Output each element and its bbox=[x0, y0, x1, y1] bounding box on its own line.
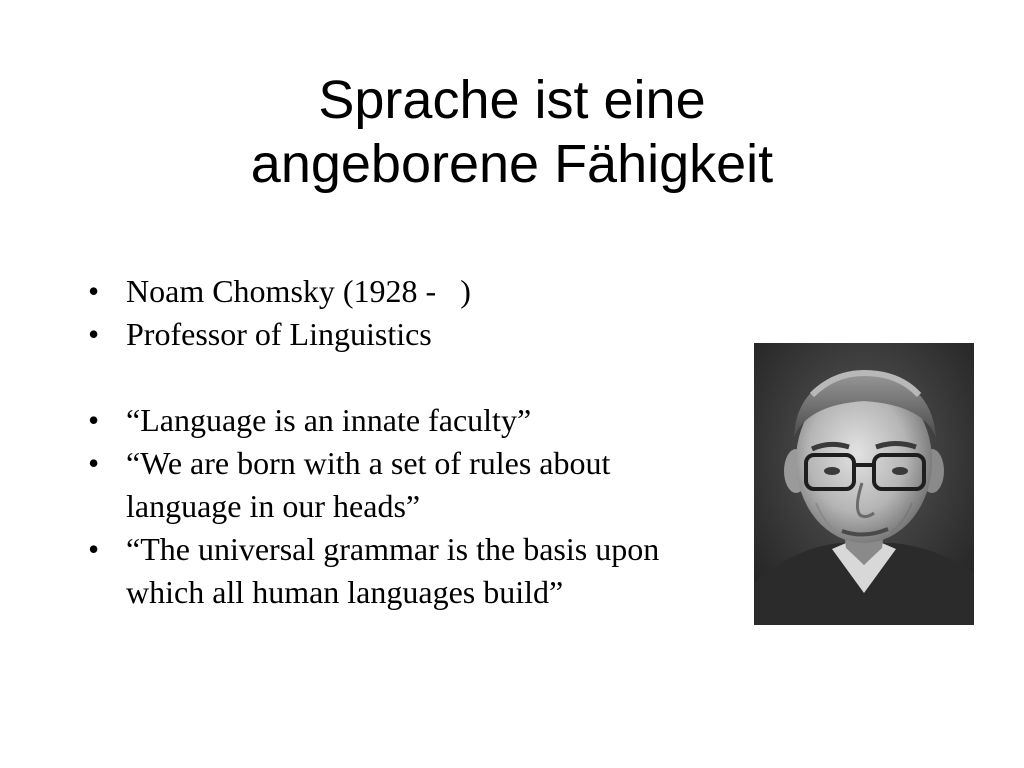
bullet-icon: • bbox=[88, 316, 100, 352]
bullet-text: “We are born with a set of rules about language in our heads” bbox=[126, 445, 611, 524]
slide-title bbox=[0, 68, 1024, 196]
title-line-2: angeborene Fähigkeit bbox=[250, 134, 774, 194]
bullet-text: “Language is an innate faculty” bbox=[126, 402, 532, 438]
bullet-text: “The universal grammar is the basis upon which all human languages build” bbox=[126, 531, 660, 610]
bullet-item bbox=[88, 442, 686, 528]
portrait-photo bbox=[754, 343, 974, 625]
bullet-icon: • bbox=[88, 273, 100, 309]
portrait-illustration bbox=[754, 343, 974, 625]
bullet-icon: • bbox=[88, 445, 100, 481]
bullet-item bbox=[88, 270, 728, 313]
bullet-text: Professor of Linguistics bbox=[126, 316, 432, 352]
bullet-item bbox=[88, 313, 728, 356]
bullet-icon: • bbox=[88, 402, 100, 438]
bullet-text: Noam Chomsky (1928 - ) bbox=[126, 273, 471, 309]
bullet-list bbox=[88, 270, 728, 614]
bullet-icon: • bbox=[88, 531, 100, 567]
title-line-1: Sprache ist eine bbox=[318, 70, 706, 130]
bullet-item bbox=[88, 528, 726, 614]
bullet-item bbox=[88, 399, 728, 442]
